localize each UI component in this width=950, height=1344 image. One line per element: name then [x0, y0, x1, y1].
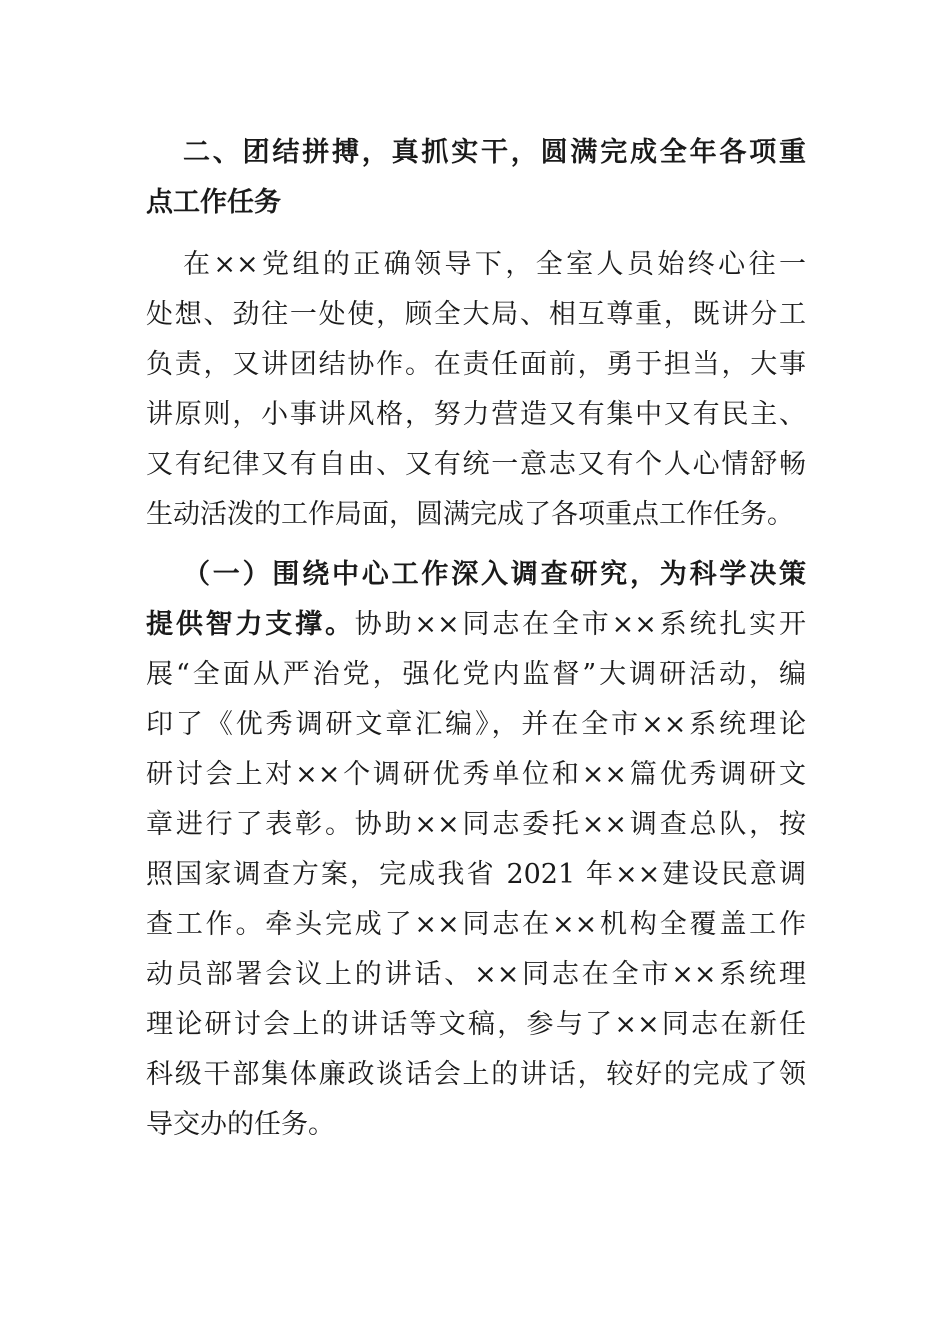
paragraph-2-line-7: 查工作。牵头完成了××同志在××机构全覆盖工作: [146, 909, 806, 940]
paragraph-2-line-8: 动员部署会议上的讲话、××同志在全市××系统理: [146, 959, 806, 990]
paragraph-1-line-2: 处想、劲往一处使，顾全大局、相互尊重，既讲分工: [146, 299, 806, 330]
paragraph-1-line-4: 讲原则，小事讲风格，努力营造又有集中又有民主、: [146, 399, 806, 430]
section-heading-line-2: 点工作任务: [146, 187, 281, 218]
paragraph-2-line-3: 印了《优秀调研文章汇编》，并在全市××系统理论: [146, 709, 806, 740]
paragraph-2-line-9: 理论研讨会上的讲话等文稿，参与了××同志在新任: [146, 1009, 806, 1040]
subheading-line-1: （一）围绕中心工作深入调查研究，为科学决策: [183, 559, 806, 590]
paragraph-1-line-3: 负责，又讲团结协作。在责任面前，勇于担当，大事: [146, 349, 806, 380]
paragraph-1-line-5: 又有纪律又有自由、又有统一意志又有个人心情舒畅: [146, 449, 806, 480]
paragraph-1-line-6: 生动活泼的工作局面，圆满完成了各项重点工作任务。: [146, 499, 794, 530]
paragraph-2-line-1-text: 协助××同志在全市××系统扎实开: [354, 609, 806, 640]
paragraph-2-line-10: 科级干部集体廉政谈话会上的讲话，较好的完成了领: [146, 1059, 806, 1090]
paragraph-2-line-1: [146, 600, 806, 650]
paragraph-2-line-4: 研讨会上对××个调研优秀单位和××篇优秀调研文: [146, 759, 806, 790]
paragraph-2-line-2: 展“全面从严治党，强化党内监督”大调研活动，编: [146, 659, 806, 690]
paragraph-2-line-6: 照国家调查方案，完成我省 2021 年××建设民意调: [146, 859, 806, 890]
subheading-line-2: 提供智力支撑。: [146, 609, 355, 640]
paragraph-2-line-11: 导交办的任务。: [146, 1109, 335, 1140]
paragraph-1-line-1: 在××党组的正确领导下，全室人员始终心往一: [183, 249, 806, 280]
section-heading-line-1: 二、团结拼搏，真抓实干，圆满完成全年各项重: [183, 137, 806, 168]
paragraph-2-line-5: 章进行了表彰。协助××同志委托××调查总队，按: [146, 809, 806, 840]
